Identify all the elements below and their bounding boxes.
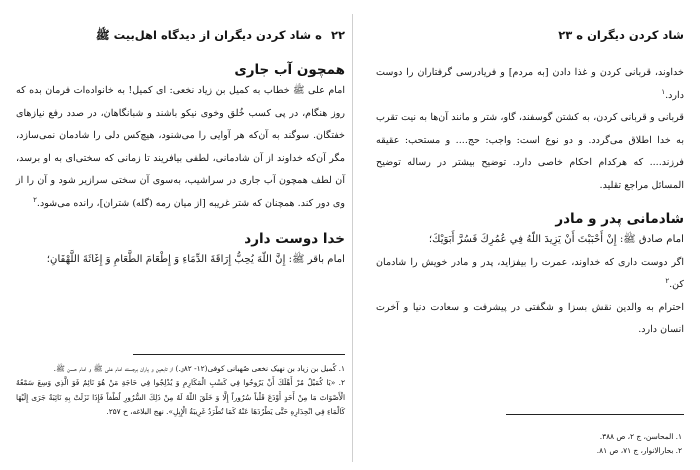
right-paragraph-3: امام صادق ﷺ: إِنْ أَحْبَبْتَ أَنْ يَزِيدَ اللّهُ فِي عُمُرِكَ فَسُرَّ أَبَوَيْكَ؛ (428, 234, 684, 245)
right-heading: شادمانی پدر و مادر (555, 211, 684, 227)
left-page (12, 0, 349, 470)
right-running-header (368, 28, 690, 42)
page-gutter (352, 14, 353, 462)
left-paragraph-2: امام باقر ﷺ: إِنَّ اللّهَ يُحِبُّ إِرَاقَةَ الدِّمَاءِ وَ إِطْعَامَ الطَّعَامِ وَ إِغَاثَةَ اللَّهْفَانِ؛ (46, 254, 345, 265)
right-paragraph-4 (376, 252, 684, 297)
left-running-symbol: ﷺ (95, 28, 110, 42)
right-paragraph-2: قربانی و قربانی کردن، به کشتن گوسفند، گاو، شتر و مانند آن‌ها به نیت تقرب به خدا اطلاق می‌گردد. و دو نوع است: واجب: حج.... و مستحب: عقیقه فرزند.... که هرکدام احکام خاصی دارد. توضیح بیشتر در رساله توضیح المسائل مراجع تقلید. (376, 112, 684, 191)
left-running-title: شاد کردن دیگران از دیدگاه اهل‌بیت (113, 28, 312, 42)
left-page-bullet: ه (315, 28, 322, 42)
right-paragraph-4-note: ۲ (665, 276, 670, 285)
left-heading-2: خدا دوست دارد (244, 231, 345, 247)
left-body (12, 60, 349, 272)
right-paragraph-1-text: خداوند، قربانی کردن و غذا دادن [به مردم] و فریادرسی گرفتاران را دوست دارد. (376, 67, 684, 101)
right-footnote-1: ۱. المحاسن، ج ۲، ص ۳۸۸. (599, 432, 682, 441)
right-paragraph-1 (376, 62, 684, 107)
right-page-bullet: ه (576, 28, 584, 42)
left-footnote-2: ۲. «يَا كُمَيْلُ مُرْ أَهْلَكَ أَنْ يَرُوحُوا فِي كَسْبِ الْمَكَارِمِ وَ يُدْلِجُوا فِي حَاجَةِ مَنْ هُوَ نَائِمٌ فَوَ الَّذِي وَسِعَ سَمْعُهُ الْأَصْوَاتَ مَا مِنْ أَحَدٍ أَوْدَعَ قَلْباً سُرُوراً إِلَّا وَ خَلَقَ اللّهُ لَهُ مِنْ ذَلِكَ السُّرُورِ لُطْفاً فَإِذَا نَزَلَتْ بِهِ نَائِبَةٌ جَرَى إِلَيْهَا كَالْمَاءِ فِي انْحِدَارِهِ حَتَّى يَطْرُدَهَا عَنْهُ كَمَا تُطْرَدُ غَرِيبَةُ الْإِبِلِ». نهج البلاغه، ح ۲۵۷. (16, 378, 345, 417)
left-footnotes (12, 362, 349, 420)
right-paragraph-4-text: اگر دوست داری که خداوند، عمرت را بیفزاید، پدر و مادر خویش را شادمان کن. (376, 256, 684, 290)
right-footnote-2: ۲. بحارالانوار، ج ۷۱، ص ۸۱. (596, 446, 682, 456)
left-paragraph-1 (16, 80, 345, 215)
left-footnote-1: ۱. کُمیل بن زیاد بن نهیک نخعی صُهبانی کوفی(۱۲- ۸۲ق.) از تابعین و یاران برجسته امام علی ﷺ و امام حسن ﷺ. (53, 364, 345, 373)
right-body (368, 62, 690, 342)
left-paragraph-1-note: ۲ (33, 195, 37, 204)
right-running-title: شاد کردن دیگران (587, 28, 684, 42)
right-page (368, 0, 690, 470)
left-running-header (12, 28, 349, 42)
right-footnote-rule (506, 414, 684, 415)
right-paragraph-1-note: ۱ (661, 87, 666, 96)
right-page-number: ۲۳ (558, 28, 573, 42)
left-page-number: ۲۲ (330, 28, 345, 42)
right-footnotes (368, 430, 690, 459)
left-paragraph-1-text: امام علی ﷺ خطاب به کمیل بن زیاد نخعی: ای کمیل! به خانواده‌ات فرمان بده که روز هنگام، در پی کسب خُلق وخوی نیکو باشند و شبانگاهان، در صدد رفع نیازهای خفتگان. سوگند به آن‌که هر آوایی را می‌شنود، هیچ‌کس دلی را شادمان نمی‌سازد، مگر آن‌که خداوند از آن شادمانی، لطفی بیافریند تا زمانی که سختی‌ای به او برسد، آن لطف همچون آب جاری در سراشیب، به‌سوی آن سختی سرازیر شود و آن را از وی دور کند. همچنان که شتر غریبه [از میان رمه (گله) شتران]، رانده می‌شود. (16, 85, 345, 209)
left-heading-1: همچون آب جاری (234, 62, 345, 78)
left-footnote-rule (133, 354, 345, 355)
right-paragraph-5: احترام به والدین نقش بسزا و شگفتی در پیشرفت و سعادت دنیا و آخرت انسان دارد. (376, 301, 684, 335)
